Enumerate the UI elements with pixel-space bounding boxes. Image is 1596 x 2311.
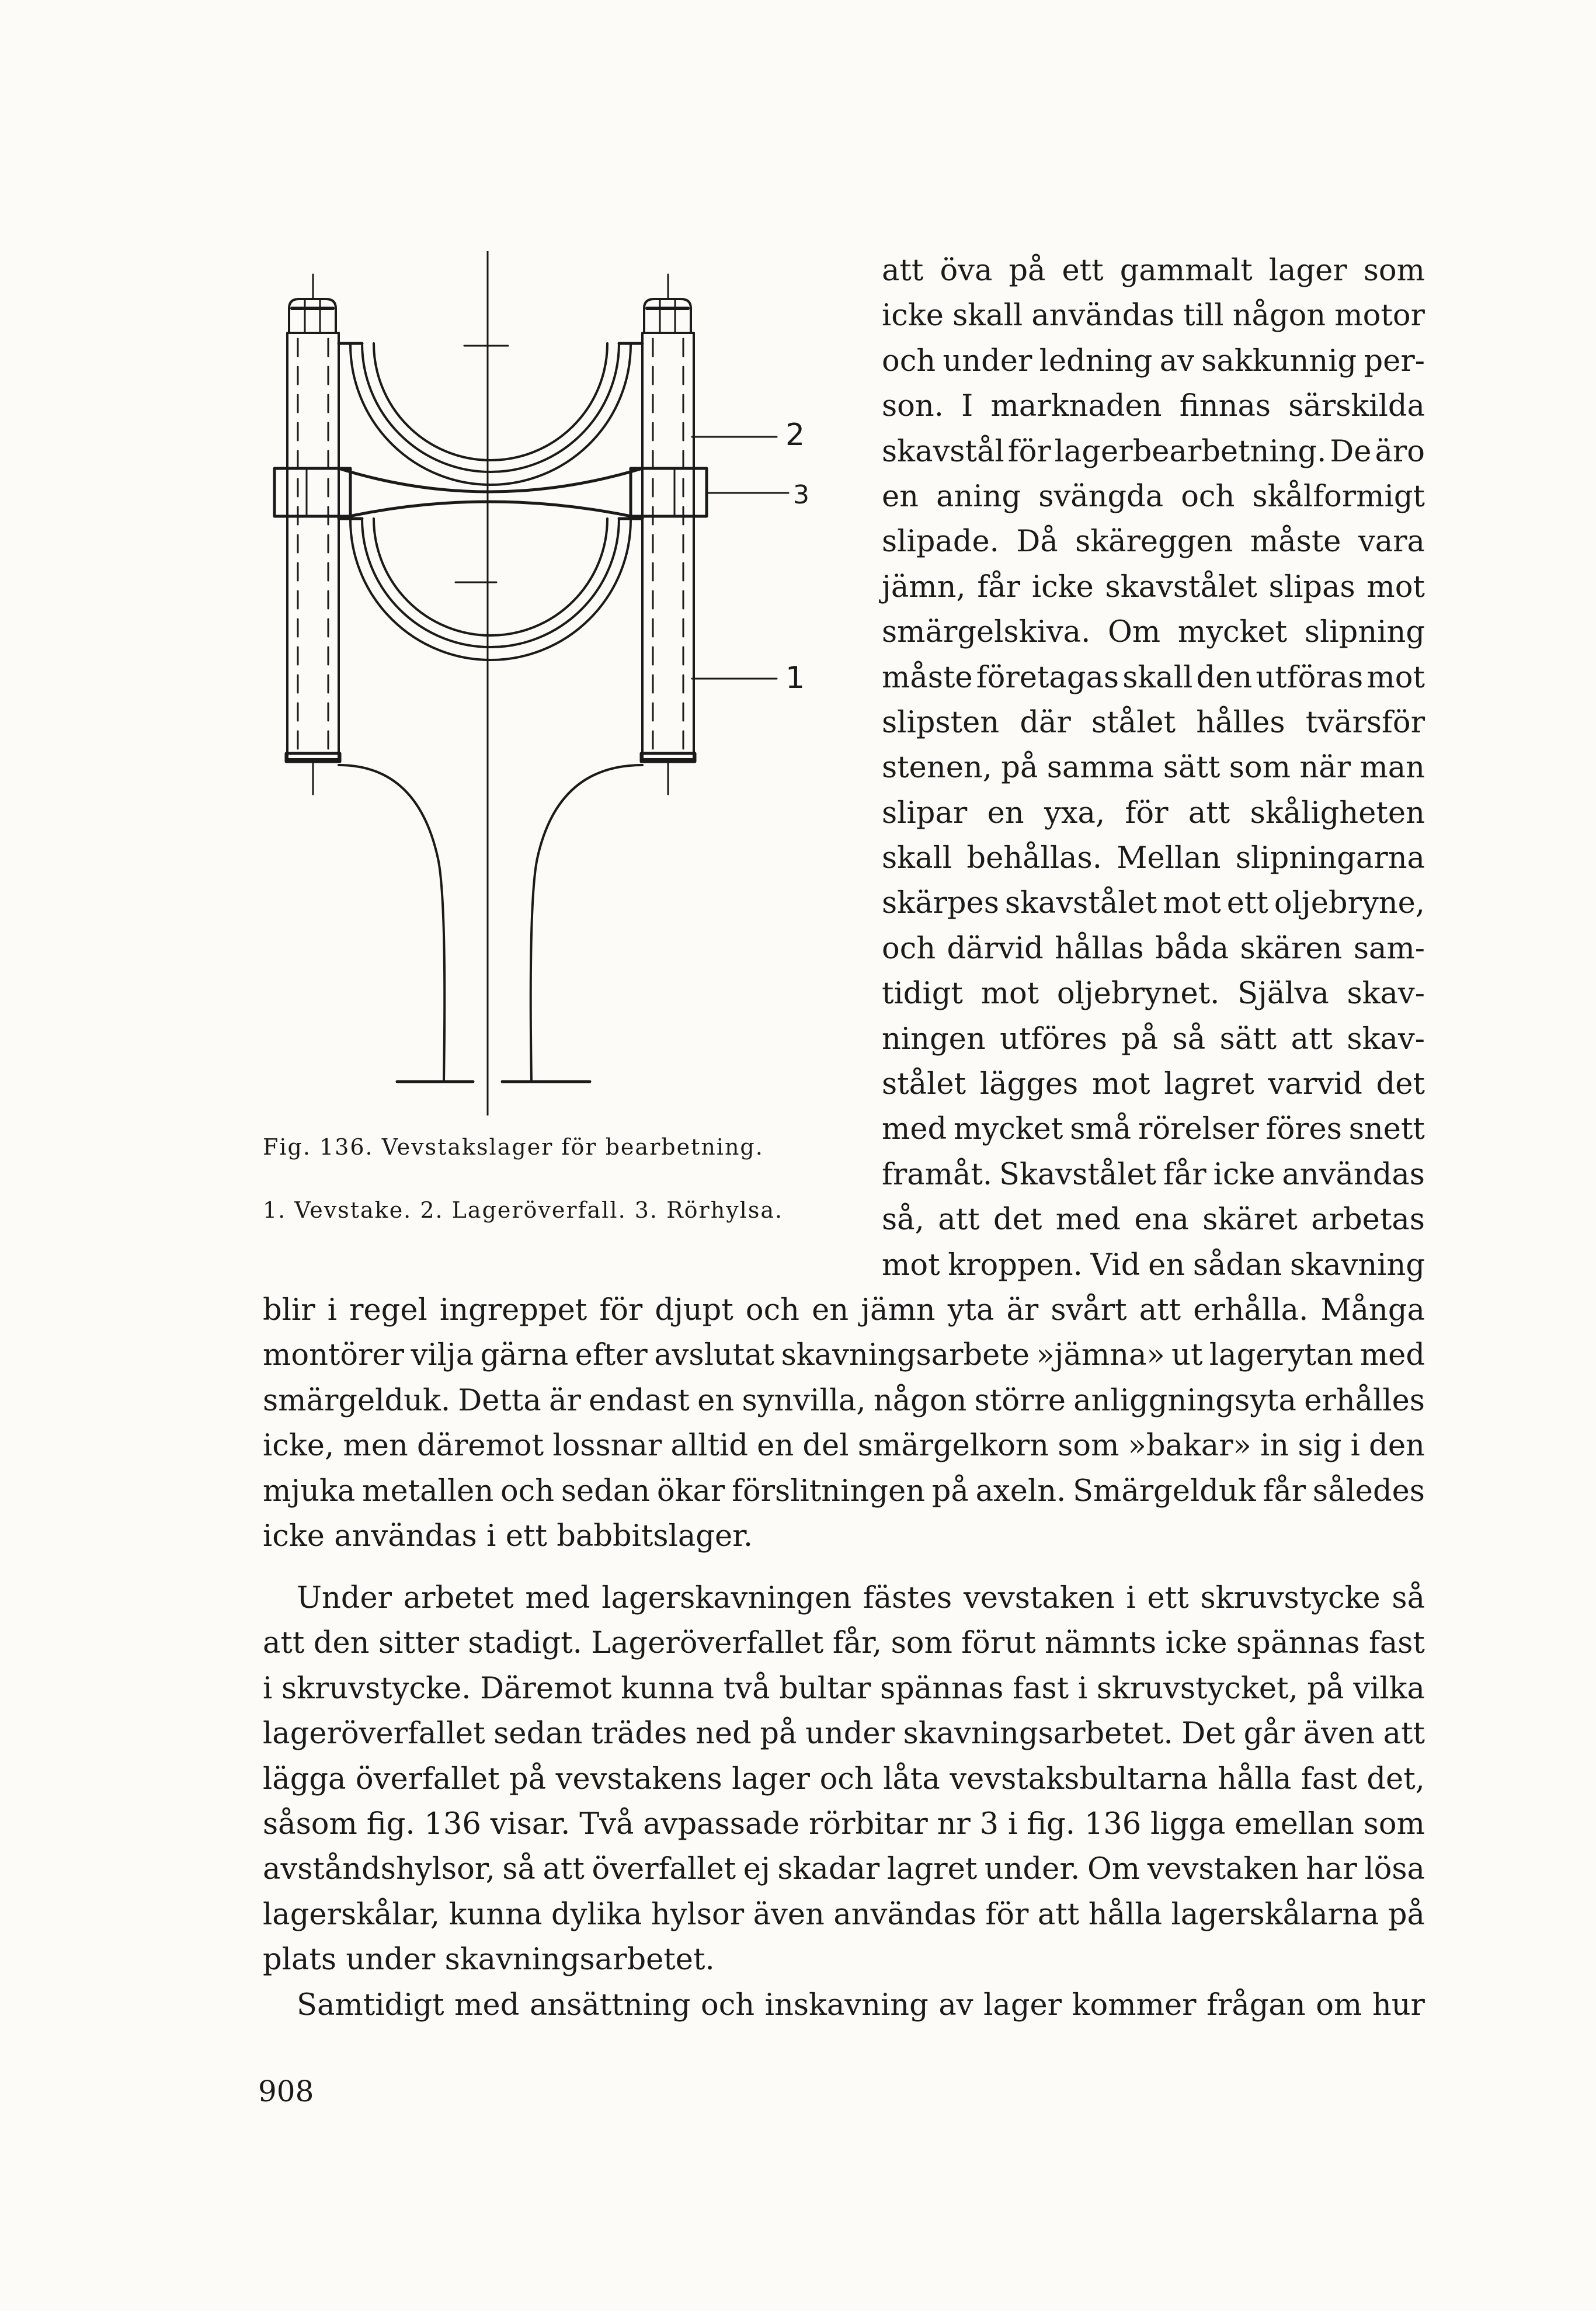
callout-2: 2 [785,418,805,453]
text-line: i skruvstycke. Däremot kunna två bultar spännas fast i skruvstycket, på vilka [263,1671,1425,1706]
figure-legend: 1. Vevstake. 2. Lageröverfall. 3. Rörhylsa. [263,1197,784,1223]
text-line: avståndshylsor, så att överfallet ej skadar lagret under. Om vevstaken har lösa [263,1852,1425,1887]
page-number: 908 [258,2074,314,2108]
paragraph-2 [263,1576,1425,1983]
left-bolt [286,252,340,794]
text-line: icke skall användas till någon motor [882,298,1425,333]
text-line: skavstål för lagerbearbetning. De äro [882,434,1425,469]
text-line: smärgelduk. Detta är endast en synvilla, någon större anliggningsyta erhålles [263,1383,1425,1418]
callout-1: 1 [785,661,805,696]
text-line: skall behållas. Mellan slipningarna [882,841,1425,876]
text-line: icke användas i ett babbitslager. [263,1518,753,1554]
text-line: en aning svängda och skålformigt [882,479,1425,514]
text-line: lägga överfallet på vevstakens lager och låta vevstaksbultarna hålla fast det, [263,1761,1425,1796]
text-line: plats under skavningsarbetet. [263,1942,715,1978]
text-line: att öva på ett gammalt lager som [882,253,1425,288]
text-line: slipar en yxa, för att skåligheten [882,795,1425,830]
connecting-rod-bearing [339,502,642,660]
text-line: montörer vilja gärna efter avslutat skavningsarbete »jämna» ut lagerytan med [263,1338,1425,1373]
right-bolt [641,274,695,794]
text-line: framåt. Skavstålet får icke användas [882,1157,1425,1192]
text-line: skärpes skavstålet mot ett oljebryne, [882,886,1425,921]
figure-136-drawing [263,251,888,1115]
callout-3: 3 [793,480,809,510]
text-line: och därvid hållas båda skären sam- [882,931,1425,966]
text-line: lageröverfallet sedan trädes ned på under skavningsarbetet. Det går även att [263,1716,1425,1752]
text-line: måste företagas skall den utföras mot [882,660,1425,695]
text-line: blir i regel ingreppet för djupt och en jämn yta är svårt att erhålla. Många [263,1293,1425,1327]
figure-title: Fig. 136. Vevstakslager för bearbetning. [263,1134,764,1160]
text-line: såsom fig. 136 visar. Två avpassade rörbitar nr 3 i fig. 136 ligga emellan som [263,1806,1425,1841]
text-line: slipade. Då skäreggen måste vara [882,524,1425,559]
text-line: son. I marknaden finnas särskilda [882,389,1425,424]
text-line: lagerskålar, kunna dylika hylsor även användas för att hålla lagerskålarna på [263,1897,1425,1932]
bearing-cap [339,343,642,492]
text-line: Samtidigt med ansättning och inskavning av lager kommer frågan om hur [297,1988,1425,2022]
text-line: slipsten där stålet hålles tvärsför [882,705,1425,740]
text-line: att den sitter stadigt. Lageröverfallet får, som förut nämnts icke spännas fast [263,1626,1425,1661]
text-line: icke, men däremot lossnar alltid en del smärgelkorn som »bakar» in sig i den [263,1429,1425,1464]
text-line: mot kroppen. Vid en sådan skavning [882,1247,1425,1283]
figure-caption [263,1115,783,1242]
text-line: mjuka metallen och sedan ökar förslitningen på axeln. Smärgelduk får således [263,1474,1425,1509]
paragraph-1 [263,1288,1425,1559]
right-column-text [882,248,1425,1288]
rod-shank [339,765,642,1082]
text-line: ningen utföres på så sätt att skav- [882,1021,1425,1057]
text-line: stenen, på samma sätt som när man [882,750,1425,786]
text-line: jämn, får icke skavstålet slipas mot [882,569,1425,604]
text-line: så, att det med ena skäret arbetas [882,1203,1425,1238]
text-line: stålet lägges mot lagret varvid det [882,1067,1425,1102]
text-line: Under arbetet med lagerskavningen fästes vevstaken i ett skruvstycke så [297,1581,1425,1615]
text-line: med mycket små rörelser föres snett [882,1112,1425,1147]
paragraph-3 [263,1983,1425,2028]
text-line: och under ledning av sakkunnig per- [882,343,1425,378]
text-line: smärgelskiva. Om mycket slipning [882,615,1425,650]
text-line: tidigt mot oljebrynet. Själva skav- [882,976,1425,1012]
